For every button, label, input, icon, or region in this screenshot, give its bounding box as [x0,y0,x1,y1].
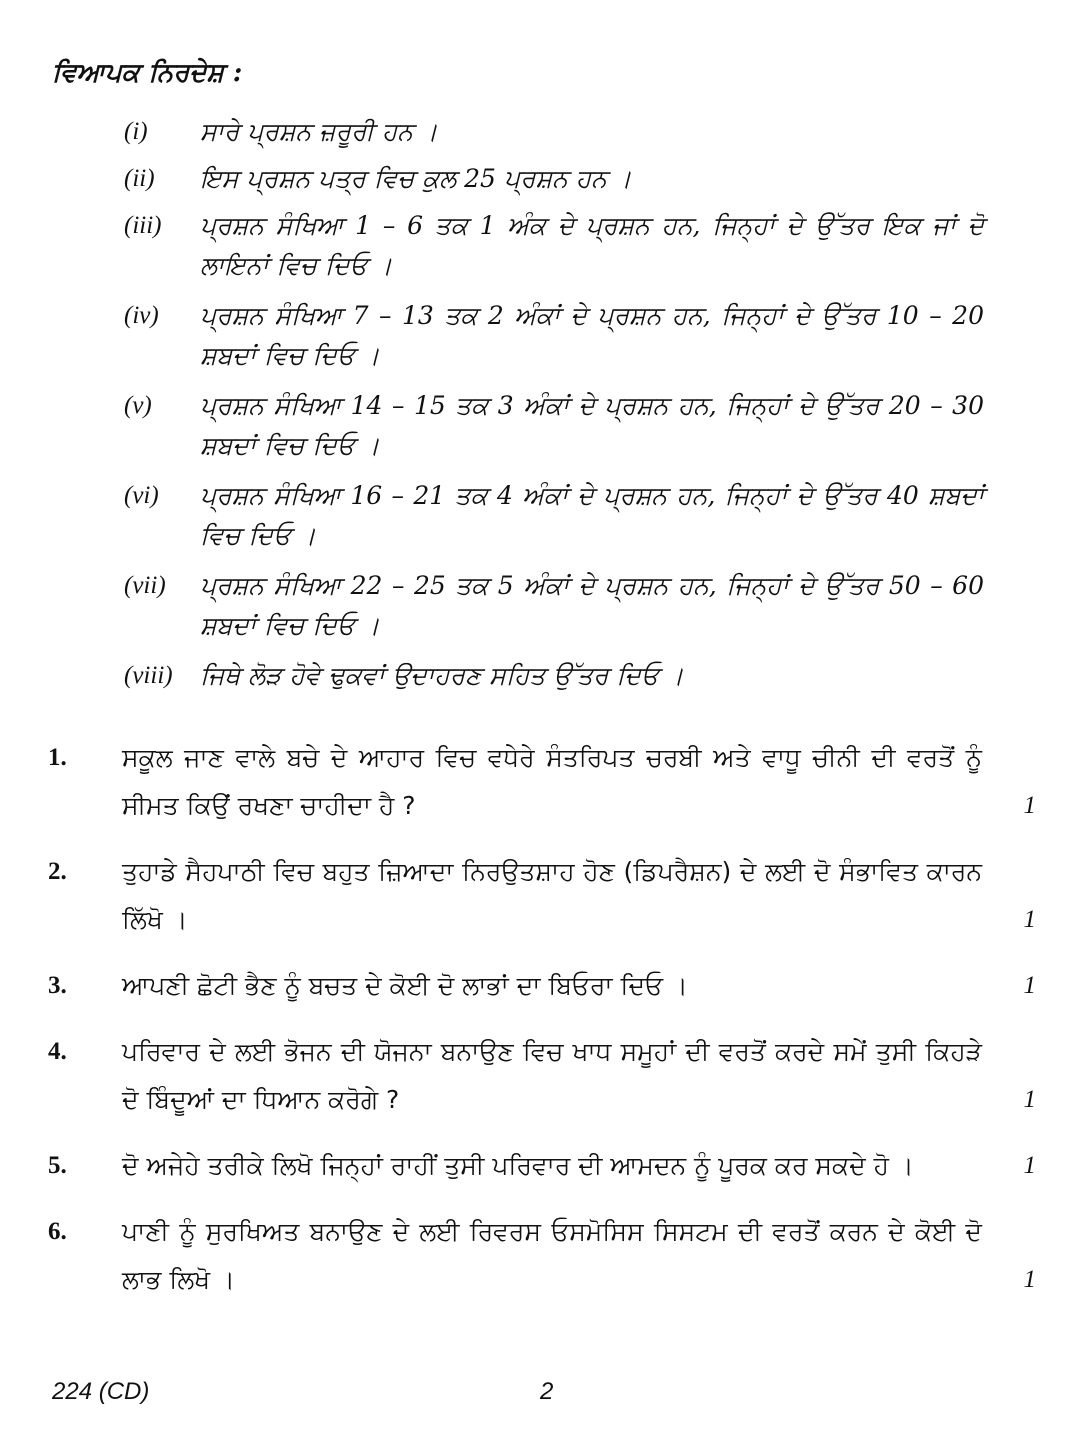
question-text: ਤੁਹਾਡੇ ਸੈਹਪਾਠੀ ਵਿਚ ਬਹੁਤ ਜ਼ਿਆਦਾ ਨਿਰਉਤਸ਼ਾਹ ਹੋਣ (ਡਿਪਰੈਸ਼ਨ) ਦੇ ਲਈ ਦੋ ਸੰਭਾਵਿਤ ਕਾਰਨ ਲਿੱਖੋ । [122,857,982,934]
question-marks: 1 [1023,906,1036,933]
question-number: 6. [48,1218,67,1245]
question-text: ਸਕੂਲ ਜਾਣ ਵਾਲੇ ਬਚੇ ਦੇ ਆਹਾਰ ਵਿਚ ਵਧੇਰੇ ਸੰਤਰਿਪਤ ਚਰਬੀ ਅਤੇ ਵਾਧੂ ਚੀਨੀ ਦੀ ਵਰਤੋਂ ਨੂੰ ਸੀਮਤ ਕਿਉਂ ਰਖਣਾ ਚਾਹੀਦਾ ਹੈ ? [122,743,982,820]
instruction-item [124,476,984,556]
question-text: ਦੋ ਅਜੇਹੇ ਤਰੀਕੇ ਲਿਖੋ ਜਿਨ੍ਹਾਂ ਰਾਹੀਂ ਤੁਸੀ ਪਰਿਵਾਰ ਦੀ ਆਮਦਨ ਨੂੰ ਪੂਰਕ ਕਰ ਸਕਦੇ ਹੋ । [122,1151,914,1180]
instruction-item [124,386,984,466]
instruction-text: ਜਿਥੇ ਲੋੜ ਹੋਵੇ ਢੁਕਵਾਂ ਉਦਾਹਰਣ ਸਹਿਤ ਉੱਤਰ ਦਿਓ । [200,661,684,690]
instruction-number: (i) [124,118,148,145]
instruction-number: (v) [124,392,152,419]
instruction-item [124,566,984,646]
question-marks: 1 [1023,1266,1036,1293]
question-marks: 1 [1023,1152,1036,1179]
question-item [48,734,1048,830]
instruction-item [124,296,984,376]
instructions-heading: ਵਿਆਪਕ ਨਿਰਦੇਸ਼ : [52,58,243,88]
question-marks: 1 [1023,972,1036,999]
question-marks: 1 [1023,792,1036,819]
page-number: 2 [540,1378,554,1405]
instruction-number: (vii) [124,572,166,599]
instruction-item [124,112,984,152]
instruction-number: (iv) [124,302,159,329]
instruction-text: ਪ੍ਰਸ਼ਨ ਸੰਖਿਆ 16 – 21 ਤਕ 4 ਅੰਕਾਂ ਦੇ ਪ੍ਰਸ਼ਨ ਹਨ, ਜਿਨ੍ਹਾਂ ਦੇ ਉੱਤਰ 40 ਸ਼ਬਦਾਂ ਵਿਚ ਦਿਓ । [200,481,984,550]
instruction-text: ਸਾਰੇ ਪ੍ਰਸ਼ਨ ਜ਼ਰੂਰੀ ਹਨ । [200,117,438,146]
question-number: 2. [48,858,67,885]
instruction-item [124,206,984,286]
question-number: 5. [48,1152,67,1179]
instruction-text: ਪ੍ਰਸ਼ਨ ਸੰਖਿਆ 1 – 6 ਤਕ 1 ਅੰਕ ਦੇ ਪ੍ਰਸ਼ਨ ਹਨ, ਜਿਨ੍ਹਾਂ ਦੇ ਉੱਤਰ ਇਕ ਜਾਂ ਦੋ ਲਾਇਨਾਂ ਵਿਚ ਦਿਓ । [200,211,984,280]
instruction-item [124,159,984,199]
instruction-number: (viii) [124,662,173,689]
question-text: ਆਪਣੀ ਛੋਟੀ ਭੈਣ ਨੂੰ ਬਚਤ ਦੇ ਕੋਈ ਦੋ ਲਾਭਾਂ ਦਾ ਬਿਓਰਾ ਦਿਓ । [122,971,688,1000]
instruction-text: ਪ੍ਰਸ਼ਨ ਸੰਖਿਆ 22 – 25 ਤਕ 5 ਅੰਕਾਂ ਦੇ ਪ੍ਰਸ਼ਨ ਹਨ, ਜਿਨ੍ਹਾਂ ਦੇ ਉੱਤਰ 50 – 60 ਸ਼ਬਦਾਂ ਵਿਚ ਦਿਓ । [200,571,984,640]
question-item [48,1028,1048,1124]
question-number: 1. [48,744,67,771]
question-item [48,848,1048,944]
questions-list [48,734,1048,1322]
question-item [48,1142,1048,1190]
question-number: 3. [48,972,67,999]
question-item [48,962,1048,1010]
question-text: ਪਾਣੀ ਨੂੰ ਸੁਰਖਿਅਤ ਬਨਾਉਣ ਦੇ ਲਈ ਰਿਵਰਸ ਓਸਮੋਸਿਸ ਸਿਸਟਮ ਦੀ ਵਰਤੋਂ ਕਰਨ ਦੇ ਕੋਈ ਦੋ ਲਾਭ ਲਿਖੋ । [122,1217,982,1294]
instruction-number: (vi) [124,482,159,509]
question-number: 4. [48,1038,67,1065]
question-text: ਪਰਿਵਾਰ ਦੇ ਲਈ ਭੋਜਨ ਦੀ ਯੋਜਨਾ ਬਨਾਉਣ ਵਿਚ ਖਾਧ ਸਮੂਹਾਂ ਦੀ ਵਰਤੋਂ ਕਰਦੇ ਸਮੇਂ ਤੁਸੀ ਕਿਹੜੇ ਦੋ ਬਿੰਦੂਆਂ ਦਾ ਧਿਆਨ ਕਰੋਗੇ ? [122,1037,982,1114]
instruction-item [124,656,984,696]
instruction-number: (ii) [124,165,155,192]
instruction-number: (iii) [124,212,162,239]
question-marks: 1 [1023,1086,1036,1113]
question-item [48,1208,1048,1304]
instruction-text: ਇਸ ਪ੍ਰਸ਼ਨ ਪਤ੍ਰ ਵਿਚ ਕੁਲ 25 ਪ੍ਰਸ਼ਨ ਹਨ । [200,164,632,193]
instruction-text: ਪ੍ਰਸ਼ਨ ਸੰਖਿਆ 7 – 13 ਤਕ 2 ਅੰਕਾਂ ਦੇ ਪ੍ਰਸ਼ਨ ਹਨ, ਜਿਨ੍ਹਾਂ ਦੇ ਉੱਤਰ 10 – 20 ਸ਼ਬਦਾਂ ਵਿਚ ਦਿਓ । [200,301,984,370]
instruction-text: ਪ੍ਰਸ਼ਨ ਸੰਖਿਆ 14 – 15 ਤਕ 3 ਅੰਕਾਂ ਦੇ ਪ੍ਰਸ਼ਨ ਹਨ, ਜਿਨ੍ਹਾਂ ਦੇ ਉੱਤਰ 20 – 30 ਸ਼ਬਦਾਂ ਵਿਚ ਦਿਓ । [200,391,984,460]
instructions-list [124,112,984,703]
paper-code: 224 (CD) [52,1378,150,1405]
